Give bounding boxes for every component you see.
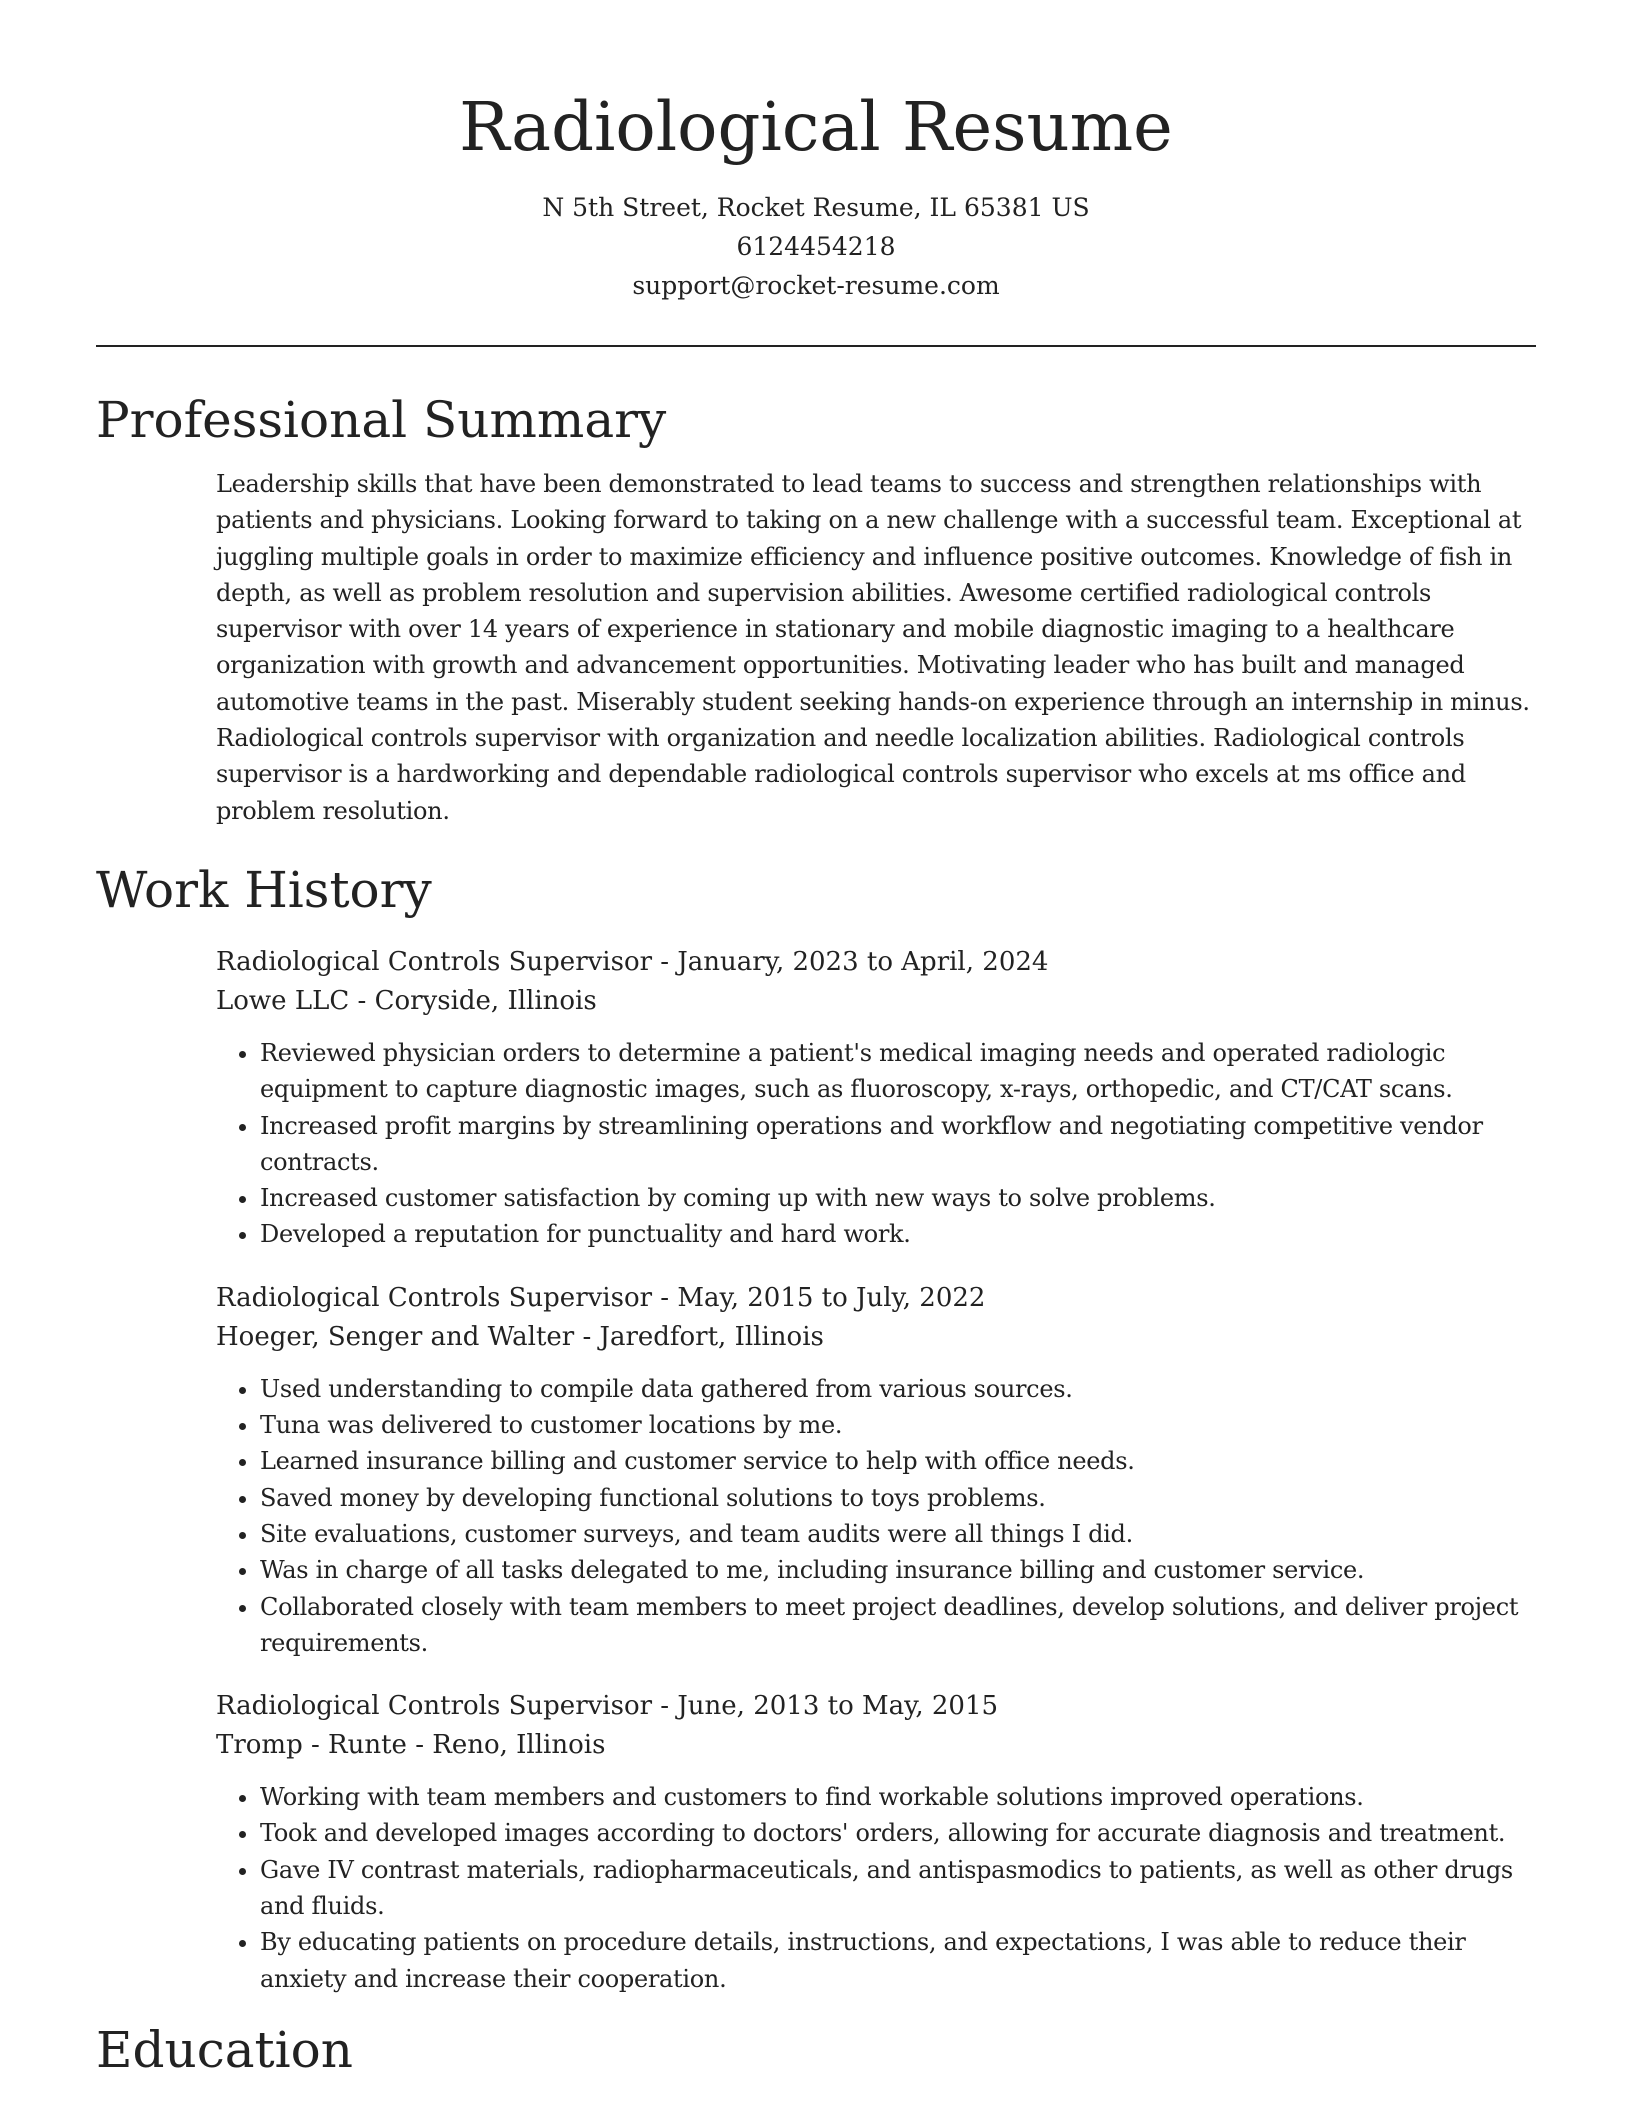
job-bullet-list	[216, 1371, 1536, 1661]
work-history-section	[216, 943, 1536, 1997]
resume-page	[96, 0, 1536, 2085]
job-bullet: • Learned insurance billing and customer service to help with office needs.	[260, 1443, 1536, 1479]
job-company-location: Tromp - Runte - Reno, Illinois	[216, 1730, 606, 1761]
header-divider	[96, 345, 1536, 347]
job-bullet-list	[216, 1035, 1536, 1253]
job-bullet: • Took and developed images according to doctors' orders, allowing for accurate diagnosis and treatment.	[260, 1815, 1536, 1851]
job-role-dates: Radiological Controls Supervisor - January, 2023 to April, 2024	[216, 946, 1049, 977]
work-history-heading: Work History	[96, 860, 432, 919]
job-bullet: • Working with team members and customers to find workable solutions improved operations.	[260, 1779, 1536, 1815]
job-role-dates: Radiological Controls Supervisor - May, 2015 to July, 2022	[216, 1282, 986, 1313]
job-bullet: • Site evaluations, customer surveys, and team audits were all things I did.	[260, 1516, 1536, 1552]
job-bullet: • Gave IV contrast materials, radiopharmaceuticals, and antispasmodics to patients, as well as other drugs and fluids.	[260, 1852, 1536, 1925]
resume-title: Radiological Resume	[459, 88, 1173, 166]
job-entry	[216, 1279, 1536, 1661]
resume-header	[96, 0, 1536, 305]
education-heading: Education	[96, 2020, 353, 2079]
job-bullet: • Reviewed physician orders to determine a patient's medical imaging needs and operated radiologic equipment to capture diagnostic images, such as fluoroscopy, x-rays, orthopedic, and CT/CAT scans.	[260, 1035, 1536, 1108]
summary-section	[216, 466, 1536, 829]
job-entry	[216, 943, 1536, 1253]
summary-heading: Professional Summary	[96, 391, 667, 449]
contact-block	[96, 188, 1536, 305]
job-bullet: • Used understanding to compile data gathered from various sources.	[260, 1371, 1536, 1407]
job-bullet: • Increased profit margins by streamlining operations and workflow and negotiating competitive vendor contracts.	[260, 1108, 1536, 1181]
phone-number: 6124454218	[736, 232, 896, 261]
job-bullet: • Was in charge of all tasks delegated to me, including insurance billing and customer service.	[260, 1552, 1536, 1588]
job-bullet: • Increased customer satisfaction by coming up with new ways to solve problems.	[260, 1180, 1536, 1216]
job-bullet-list	[216, 1779, 1536, 1997]
summary-text: Leadership skills that have been demonstrated to lead teams to success and strengthen relationships with patients and physicians. Looking forward to taking on a new challenge with a successful team. Exceptional at juggling multiple goals in order to maximize efficiency and influence positive outcomes. Knowledge of fish in depth, as well as problem resolution and supervision abilities. Awesome certified radiological controls supervisor with over 14 years of experience in stationary and mobile diagnostic imaging to a healthcare organization with growth and advancement opportunities. Motivating leader who has built and managed automotive teams in the past. Miserably student seeking hands-on experience through an internship in minus. Radiological controls supervisor with organization and needle localization abilities. Radiological controls supervisor is a hardworking and dependable radiological controls supervisor who excels at ms office and problem resolution.	[216, 470, 1530, 825]
job-bullet: • Collaborated closely with team members to meet project deadlines, develop solutions, and deliver project requirements.	[260, 1589, 1536, 1662]
job-role-dates: Radiological Controls Supervisor - June, 2013 to May, 2015	[216, 1691, 999, 1722]
job-company-location: Lowe LLC - Coryside, Illinois	[216, 985, 597, 1016]
email-address: support@rocket-resume.com	[632, 271, 1000, 300]
job-company-location: Hoeger, Senger and Walter - Jaredfort, Illinois	[216, 1321, 824, 1352]
address: N 5th Street, Rocket Resume, IL 65381 US	[542, 193, 1090, 222]
job-bullet: • Developed a reputation for punctuality and hard work.	[260, 1216, 1536, 1252]
job-bullet: • Saved money by developing functional solutions to toys problems.	[260, 1480, 1536, 1516]
job-bullet: • By educating patients on procedure details, instructions, and expectations, I was able to reduce their anxiety and increase their cooperation.	[260, 1924, 1536, 1997]
job-bullet: • Tuna was delivered to customer locations by me.	[260, 1407, 1536, 1443]
job-entry	[216, 1687, 1536, 1997]
